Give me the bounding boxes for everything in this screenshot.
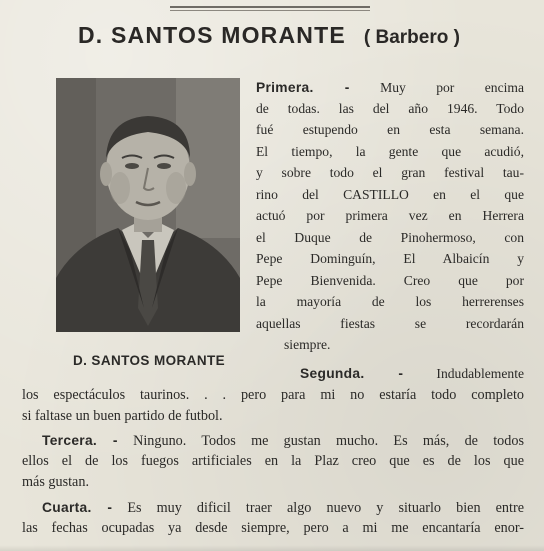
top-rule-thin bbox=[170, 10, 370, 11]
column-line: y sobre todo el gran festival tau- bbox=[256, 165, 524, 180]
body-line: las fechas ocupadas ya desde siempre, pero a mi me encantaría enor- bbox=[22, 520, 524, 536]
body-line: más gustan. bbox=[22, 474, 89, 490]
answer-cuarta-first-line: Cuarta. - Es muy dificil traer algo nuevo y situarlo bien entre bbox=[42, 500, 524, 516]
column-line: actuó por primera vez en Herrera bbox=[256, 208, 524, 223]
page-edge-shadow bbox=[0, 545, 544, 551]
column-line: Pepe Dominguín, El Albaicín y bbox=[256, 251, 524, 266]
column-line: El tiempo, la gente que acudió, bbox=[256, 144, 524, 159]
article-title bbox=[78, 22, 498, 52]
column-line: rino del CASTILLO en el que bbox=[256, 187, 524, 202]
body-line: si faltase un buen partido de futbol. bbox=[22, 408, 223, 424]
column-line: aquellas fiestas se recordarán bbox=[256, 316, 524, 331]
body-line: ellos el de los fuegos artificiales en la Plaz creo que es de los que bbox=[22, 453, 524, 469]
answer-segunda-first-line: Segunda. - Indudablemente bbox=[300, 366, 524, 381]
answer-label-cuarta: Cuarta. - bbox=[42, 500, 113, 515]
top-rule bbox=[170, 6, 370, 8]
column-line: fué estupendo en esta semana. bbox=[256, 122, 524, 137]
column-line: de todas. las del año 1946. Todo bbox=[256, 101, 524, 116]
portrait-photo bbox=[56, 78, 240, 332]
answer-tercera-first-line: Tercera. - Ninguno. Todos me gustan mucho. Es más, de todos bbox=[42, 433, 524, 449]
column-line: Pepe Bienvenida. Creo que por bbox=[256, 273, 524, 288]
column-line: Primera. - Muy por encima bbox=[256, 80, 525, 95]
answer-label-tercera: Tercera. - bbox=[42, 433, 118, 448]
interviewee-role: ( Barbero ) bbox=[363, 27, 460, 48]
portrait-figure bbox=[56, 78, 240, 332]
column-line: el Duque de Pinohermoso, con bbox=[256, 230, 524, 245]
photo-caption: D. SANTOS MORANTE bbox=[72, 353, 226, 368]
answer-label-segunda: Segunda. - bbox=[300, 366, 404, 381]
column-line: la mayoría de los herrerenses bbox=[256, 294, 524, 309]
body-line: los espectáculos taurinos. . . pero para mi no estaría todo completo bbox=[22, 387, 524, 403]
answer-label-primera: Primera. - bbox=[256, 80, 350, 95]
interviewee-name: D. SANTOS MORANTE bbox=[78, 22, 346, 48]
column-line: siempre. bbox=[284, 337, 331, 352]
